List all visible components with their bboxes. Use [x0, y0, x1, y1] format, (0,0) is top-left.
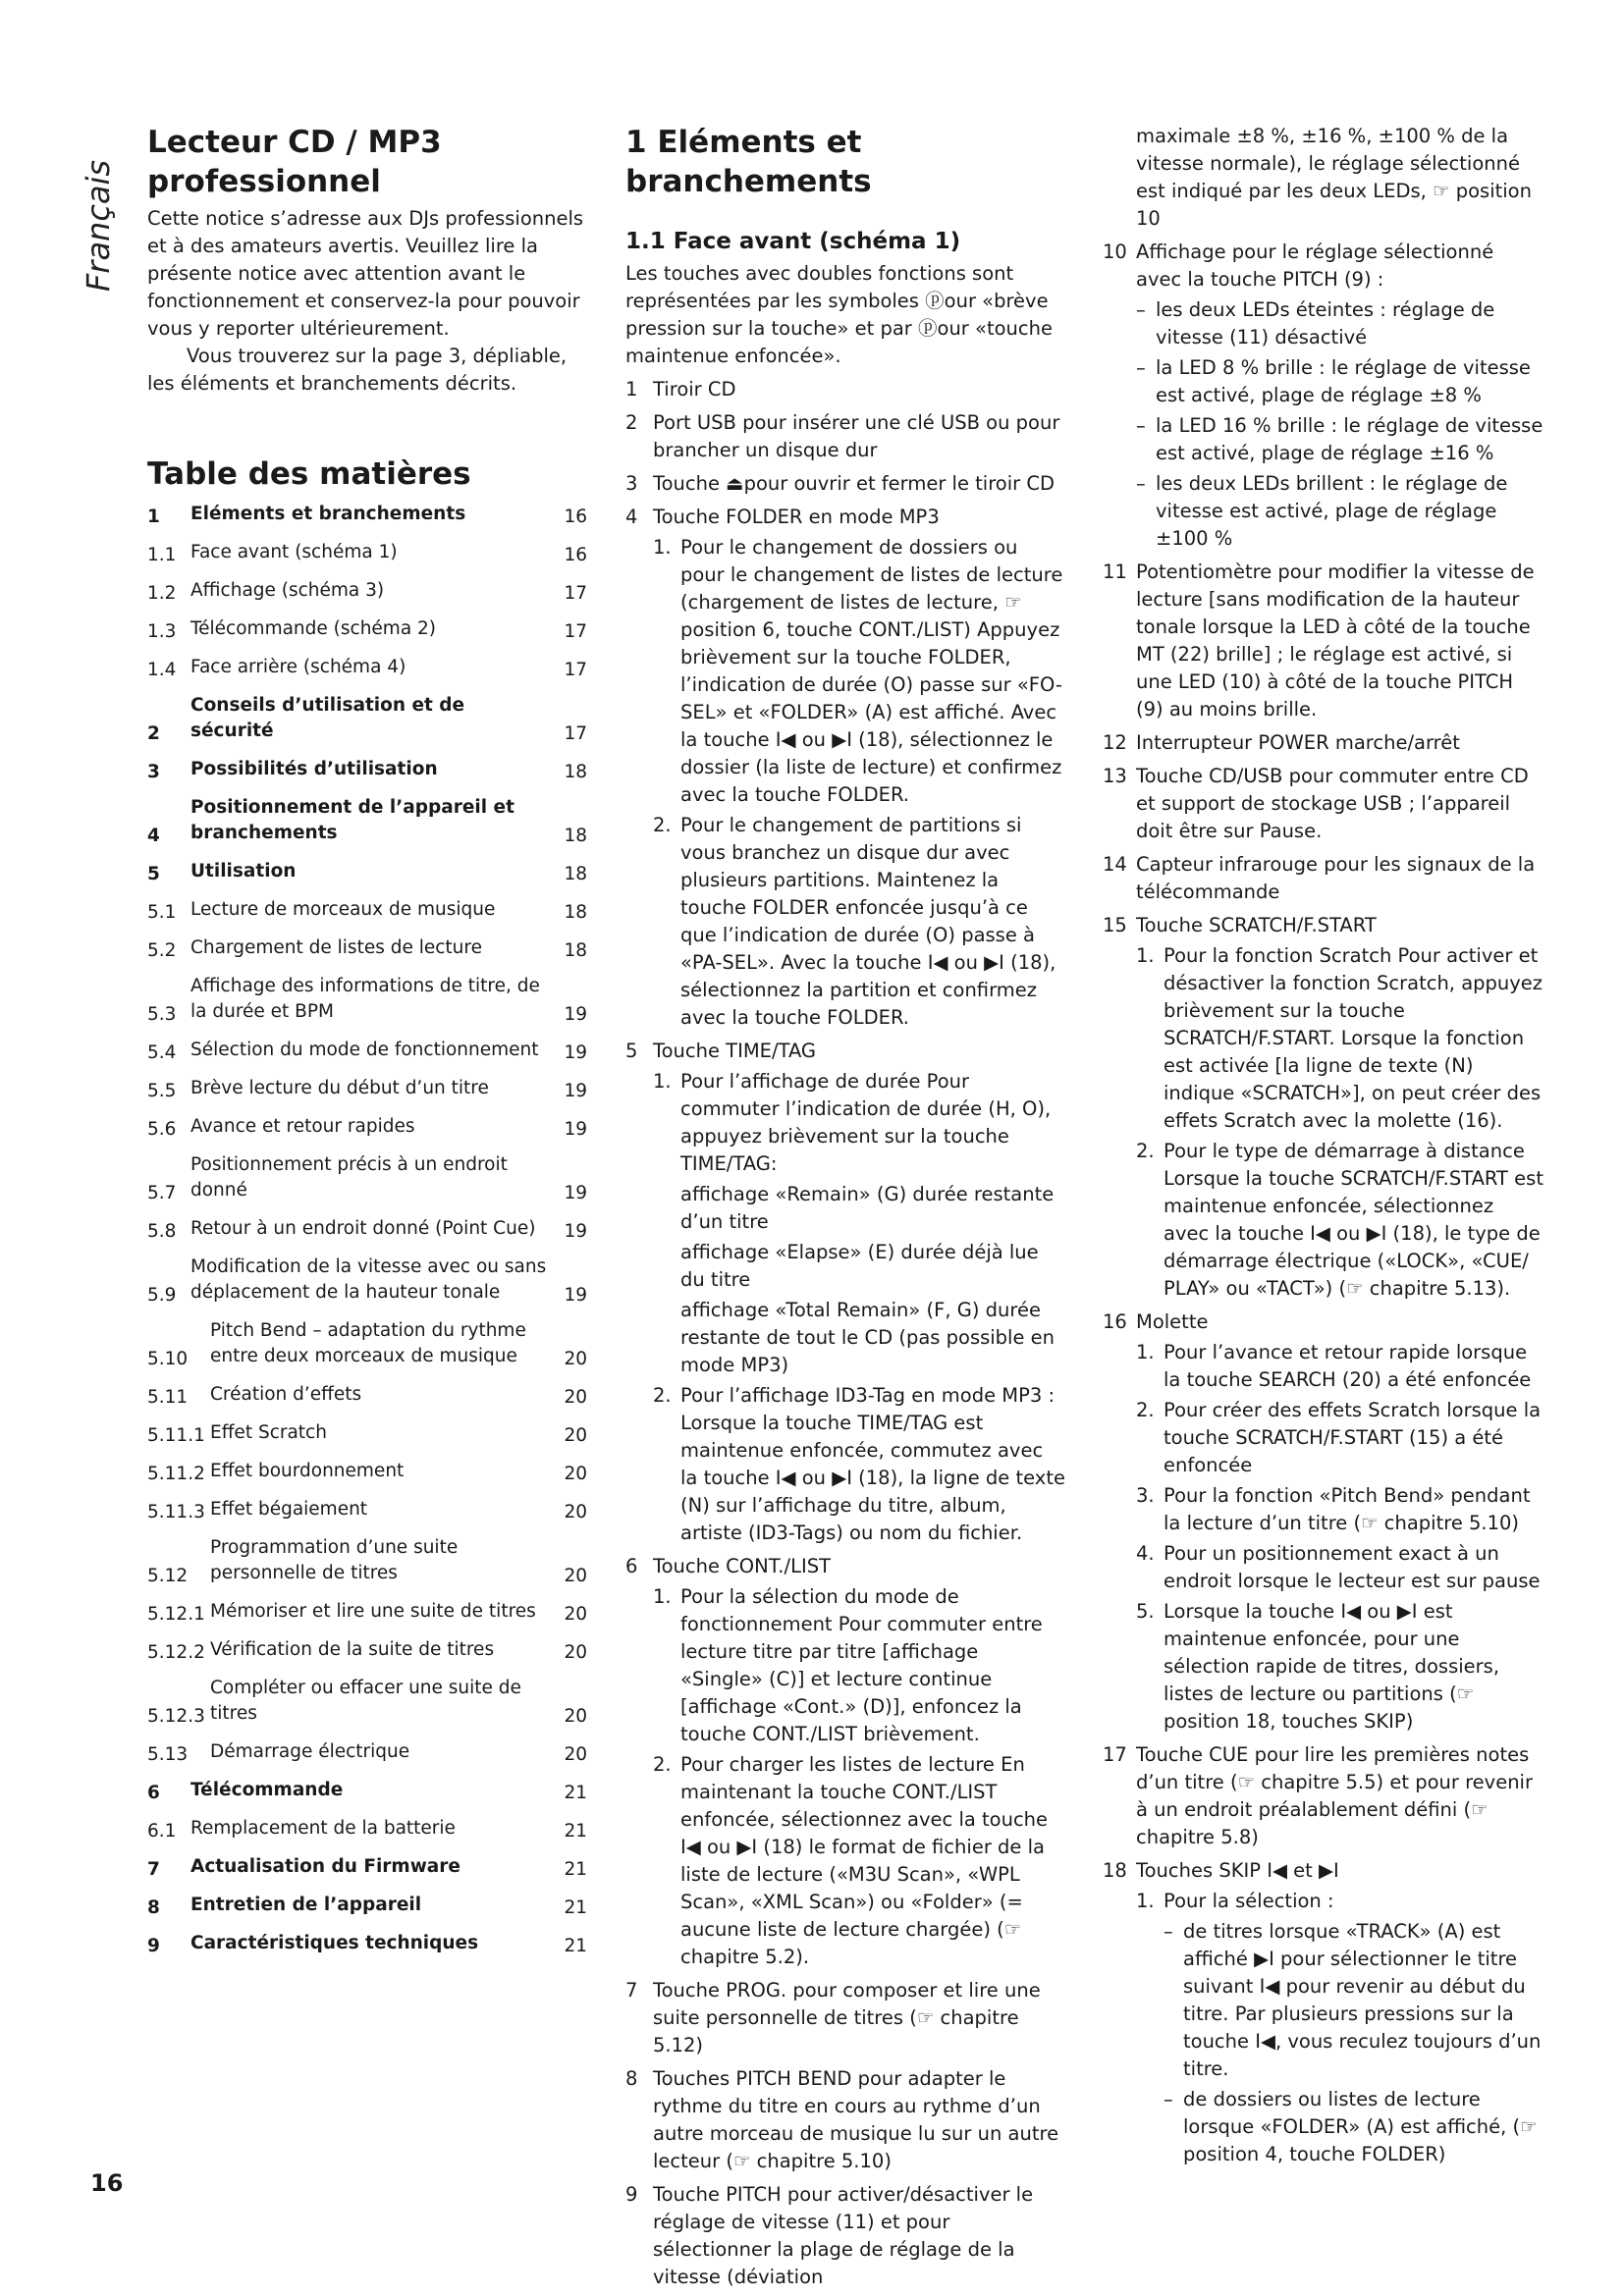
- list-item: 16 Molette 1. Pour l’avance et retour rapide lorsque la touche SEARCH (20) a été enfoncée 2. Pour créer des effets Scratch lorsque la touche SCRATCH/F.START (15) a été enfoncée 3. Pour la fonction «Pitch Bend» pendant la lecture d’un titre (☞ chapitre 5.10) 4. Pour un positionnement exact à un endroit lorsque le lecteur est sur pause 5. Lorsque la touche I◀ ou ▶I est maintenue enfoncée, pour une sélection rapide de titres, dossiers, listes de lecture ou partitions (☞ position 18, touches SKIP): [1103, 1308, 1544, 1735]
- toc-entry: 5.5 Brève lecture du début d’un titre 19: [147, 1078, 587, 1101]
- list-item: 5 Touche TIME/TAG 1. Pour l’affichage de durée Pour commuter l’indication de durée (H, O), appuyez brièvement sur la touche TIME/TAG: affichage «Remain» (G) durée restante d’un titre affichage «Elapse» (E) durée déjà lue du titre affichage «Total Remain» (F, G) durée restante de tout le CD (pas possible en mode MP3) 2. Pour l’affichage ID3-Tag en mode MP3 : Lorsque la touche TIME/TAG est maintenue enfoncée, commutez avec la touche I◀ ou ▶I (18), la ligne de texte (N) sur l’affichage du titre, album, artiste (ID3-Tags) ou nom du fichier.: [625, 1038, 1065, 1547]
- toc-entry: 5.11 Création d’effets 20: [147, 1384, 587, 1408]
- toc-entry: 8 Entretien de l’appareil 21: [147, 1895, 587, 1918]
- toc-list: [147, 502, 587, 1956]
- sub-item: 2. Pour charger les listes de lecture En maintenant la touche CONT./LIST enfoncée, sélectionnez avec la touche I◀ ou ▶I (18) le format de fichier de la liste de lecture («M3U Scan», «WPL Scan», «XML Scan») ou «Folder» (= aucune liste de lecture chargée) (☞ chapitre 5.2).: [653, 1753, 1049, 1968]
- list-item: 1 Tiroir CD: [625, 378, 736, 400]
- toc-entry: 3 Possibilités d’utilisation 18: [147, 759, 587, 782]
- language-tab: Français: [80, 159, 117, 293]
- sub-item: 2. Pour le type de démarrage à distance Lorsque la touche SCRATCH/F.START est maintenue enfoncée, sélectionnez avec la touche I◀ ou ▶I (18), le type de démarrage électrique («LOCK», «CUE/ PLAY» ou «TACT») (☞ chapitre 5.13).: [1136, 1140, 1543, 1300]
- toc-entry: 5.11.2 Effet bourdonnement 20: [147, 1461, 587, 1484]
- list-item: 18 Touches SKIP I◀ et ▶I 1. Pour la sélection : – de titres lorsque «TRACK» (A) est affiché ▶I pour sélectionner le titre suivant I◀ pour revenir au début du titre. Par plusieurs pressions sur la touche I◀, vous reculez toujours d’un titre. – de dossiers ou listes de lecture lorsque «FOLDER» (A) est affiché, (☞ position 4, touche FOLDER): [1103, 1857, 1544, 2168]
- toc-entry: 5.1 Lecture de morceaux de musique 18: [147, 899, 587, 923]
- list-item: 6 Touche CONT./LIST 1. Pour la sélection du mode de fonctionnement Pour commuter entre lecture titre par titre [affichage «Single» (C)] et lecture continue [affichage «Cont.» (D)], enfoncez la touche CONT./LIST brièvement. 2. Pour charger les listes de lecture En maintenant la touche CONT./LIST enfoncée, sélectionnez avec la touche I◀ ou ▶I (18) le format de fichier de la liste de lecture («M3U Scan», «WPL Scan», «XML Scan») ou «Folder» (= aucune liste de lecture chargée) (☞ chapitre 5.2).: [625, 1553, 1065, 1971]
- list-item: 15 Touche SCRATCH/F.START 1. Pour la fonction Scratch Pour activer et désactiver la fonction Scratch, appuyez brièvement sur la touche SCRATCH/F.START. Lorsque la fonction est activée [la ligne de texte (N) indique «SCRATCH»], on peut créer des effets Scratch avec la molette (16). 2. Pour le type de démarrage à distance Lorsque la touche SCRATCH/F.START est maintenue enfoncée, sélectionnez avec la touche I◀ ou ▶I (18), le type de démarrage électrique («LOCK», «CUE/ PLAY» ou «TACT») (☞ chapitre 5.13).: [1103, 912, 1544, 1303]
- toc-entry: 5.9 Modification de la vitesse avec ou sans déplacement de la hauteur tonale 19: [147, 1256, 587, 1306]
- toc-entry: 2 Conseils d’utilisation et de sécurité 17: [147, 695, 587, 744]
- toc-entry: 1.4 Face arrière (schéma 4) 17: [147, 657, 587, 680]
- sub-item: 1. Pour l’avance et retour rapide lorsque la touche SEARCH (20) a été enfoncée: [1136, 1341, 1532, 1391]
- display-mode-remain: affichage «Remain» (G) durée restante d’un titre: [680, 1183, 1055, 1233]
- column-intro-toc: [147, 123, 587, 1969]
- toc-entry: 5.4 Sélection du mode de fonctionnement 19: [147, 1040, 587, 1063]
- toc-entry: 5.12.3 Compléter ou effacer une suite de titres 20: [147, 1678, 587, 1727]
- list-item: 8 Touches PITCH BEND pour adapter le rythme du titre en cours au rythme d’un autre morceau de musique lu sur un autre lecteur (☞ chapitre 5.10): [625, 2067, 1059, 2172]
- list-item: 13 Touche CD/USB pour commuter entre CD et support de stockage USB ; l’appareil doit être sur Pause.: [1103, 765, 1529, 842]
- toc-entry: 5.8 Retour à un endroit donné (Point Cue) 19: [147, 1218, 587, 1242]
- toc-entry: 5.11.3 Effet bégaiement 20: [147, 1499, 587, 1522]
- subsection-heading: 1.1 Face avant (schéma 1): [625, 229, 961, 254]
- sub-item: 1. Pour la sélection du mode de fonctionnement Pour commuter entre lecture titre par titre [affichage «Single» (C)] et lecture continue [affichage «Cont.» (D)], enfoncez la touche CONT./LIST brièvement.: [653, 1585, 1043, 1745]
- section-intro: Les touches avec doubles fonctions sont représentées par les symboles ⓟour «brève pression sur la touche» et par ⓟour «touche maintenue enfoncée».: [625, 262, 1053, 367]
- toc-entry: 1.3 Télécommande (schéma 2) 17: [147, 618, 587, 642]
- list-item: 12 Interrupteur POWER marche/arrêt: [1103, 731, 1460, 754]
- toc-entry: 7 Actualisation du Firmware 21: [147, 1856, 587, 1880]
- toc-entry: 9 Caractéristiques techniques 21: [147, 1933, 587, 1956]
- list-item: 7 Touche PROG. pour composer et lire une suite personnelle de titres (☞ chapitre 5.12): [625, 1979, 1041, 2056]
- page-title: Lecteur CD / MP3 professionnel: [147, 125, 442, 199]
- toc-entry: 5.12.1 Mémoriser et lire une suite de titres 20: [147, 1601, 587, 1625]
- toc-entry: 1.2 Affichage (schéma 3) 17: [147, 580, 587, 604]
- toc-entry: 5.7 Positionnement précis à un endroit donné 19: [147, 1154, 587, 1203]
- toc-heading: Table des matières: [147, 456, 471, 492]
- toc-entry: 4 Positionnement de l’appareil et branchements 18: [147, 797, 587, 846]
- list-item: 17 Touche CUE pour lire les premières notes d’un titre (☞ chapitre 5.5) et pour revenir à un endroit préalablement défini (☞ chapitre 5.8): [1103, 1743, 1533, 1848]
- toc-entry: 6 Télécommande 21: [147, 1780, 587, 1803]
- column-elements: [625, 123, 1065, 2291]
- toc-entry: 5.13 Démarrage électrique 20: [147, 1741, 587, 1765]
- sub-item: 5. Lorsque la touche I◀ ou ▶I est maintenue enfoncée, pour une sélection rapide de titres, dossiers, listes de lecture ou partitions (☞ position 18, touches SKIP): [1136, 1600, 1500, 1733]
- list-item: 10 Affichage pour le réglage sélectionné avec la touche PITCH (9) : – les deux LEDs éteintes : réglage de vitesse (11) désactivé – la LED 8 % brille : le réglage de vitesse est activé, plage de réglage ±8 % – la LED 16 % brille : le réglage de vitesse est activé, plage de réglage ±16 % – les deux LEDs brillent : le réglage de vitesse est activé, plage de réglage ±100 %: [1103, 240, 1543, 550]
- sub-item: 1. Pour la sélection : – de titres lorsque «TRACK» (A) est affiché ▶I pour sélectionner le titre suivant I◀ pour revenir au début du titre. Par plusieurs pressions sur la touche I◀, vous reculez toujours d’un titre. – de dossiers ou listes de lecture lorsque «FOLDER» (A) est affiché, (☞ position 4, touche FOLDER): [1136, 1890, 1542, 2165]
- display-mode-total: affichage «Total Remain» (F, G) durée restante de tout le CD (pas possible en mode MP3): [680, 1299, 1056, 1376]
- sub-item: 3. Pour la fonction «Pitch Bend» pendant la lecture d’un titre (☞ chapitre 5.10): [1136, 1484, 1531, 1534]
- intro-paragraph-2: Vous trouverez sur la page 3, dépliable, les éléments et branchements décrits.: [147, 345, 568, 395]
- sub-item: 2. Pour le changement de partitions si vous branchez un disque dur avec plusieurs partitions. Maintenez la touche FOLDER enfoncée jusqu’à ce que l’indication de durée (O) passe à «PA-SEL». Avec la touche I◀ ou ▶I (18), sélectionnez la partition et confirmez avec la touche FOLDER.: [653, 814, 1056, 1029]
- sub-item: 2. Pour créer des effets Scratch lorsque la touche SCRATCH/F.START (15) a été enfoncée: [1136, 1399, 1542, 1476]
- sub-item: 4. Pour un positionnement exact à un endroit lorsque le lecteur est sur pause: [1136, 1542, 1541, 1592]
- sub-item: 1. Pour l’affichage de durée Pour commuter l’indication de durée (H, O), appuyez brièvement sur la touche TIME/TAG: affichage «Remain» (G) durée restante d’un titre affichage «Elapse» (E) durée déjà lue du titre affichage «Total Remain» (F, G) durée restante de tout le CD (pas possible en mode MP3): [653, 1068, 1065, 1379]
- display-mode-elapse: affichage «Elapse» (E) durée déjà lue du titre: [680, 1241, 1039, 1291]
- column-elements-cont: [1103, 123, 1544, 2168]
- toc-entry: 5.12.2 Vérification de la suite de titres 20: [147, 1639, 587, 1663]
- toc-entry: 1 Eléments et branchements 16: [147, 504, 587, 527]
- sub-item: 2. Pour l’affichage ID3-Tag en mode MP3 : Lorsque la touche TIME/TAG est maintenue enfoncée, commutez avec la touche I◀ ou ▶I (18), la ligne de texte (N) sur l’affichage du titre, album, artiste (ID3-Tags) ou nom du fichier.: [653, 1384, 1065, 1544]
- list-item: 11 Potentiomètre pour modifier la vitesse de lecture [sans modification de la hauteur tonale lorsque la LED à côté de la touche MT (22) brille] ; le réglage est activé, si une LED (10) à côté de la touche PITCH (9) au moins brille.: [1103, 561, 1535, 721]
- list-item: 3 Touche ⏏pour ouvrir et fermer le tiroir CD: [625, 472, 1055, 495]
- list-item: 4 Touche FOLDER en mode MP3 1. Pour le changement de dossiers ou pour le changement de listes de lecture (chargement de listes de lecture, ☞ position 6, touche CONT./LIST) Appuyez brièvement sur la touche FOLDER, l’indication de durée (O) passe sur «FO-SEL» et «FOLDER» (A) est affiché. Avec la touche I◀ ou ▶I (18), sélectionnez le dossier (la liste de lecture) et confirmez avec la touche FOLDER. 2. Pour le changement de partitions si vous branchez un disque dur avec plusieurs partitions. Maintenez la touche FOLDER enfoncée jusqu’à ce que l’indication de durée (O) passe à «PA-SEL». Avec la touche I◀ ou ▶I (18), sélectionnez la partition et confirmez avec la touche FOLDER.: [625, 504, 1065, 1032]
- sub-item: 1. Pour le changement de dossiers ou pour le changement de listes de lecture (chargement de listes de lecture, ☞ position 6, touche CONT./LIST) Appuyez brièvement sur la touche FOLDER, l’indication de durée (O) passe sur «FO-SEL» et «FOLDER» (A) est affiché. Avec la touche I◀ ou ▶I (18), sélectionnez le dossier (la liste de lecture) et confirmez avec la touche FOLDER.: [653, 536, 1063, 806]
- intro-paragraph: Cette notice s’adresse aux DJs professionnels et à des amateurs avertis. Veuillez lire la présente notice avec attention avant le fonctionnement et conservez-la pour pouvoir vous y reporter ultérieurement.: [147, 207, 584, 340]
- section-heading: 1 Eléments et branchements: [625, 125, 872, 199]
- list-item: 9 Touche PITCH pour activer/désactiver le réglage de vitesse (11) et pour sélectionner la plage de réglage de la vitesse (déviation: [625, 2183, 1034, 2288]
- list-item: 14 Capteur infrarouge pour les signaux de la télécommande: [1103, 853, 1536, 903]
- toc-entry: 5.3 Affichage des informations de titre, de la durée et BPM 19: [147, 976, 587, 1025]
- sub-item: 1. Pour la fonction Scratch Pour activer et désactiver la fonction Scratch, appuyez brièvement sur la touche SCRATCH/F.START. Lorsque la fonction est activée [la ligne de texte (N) indique «SCRATCH»], on peut créer des effets Scratch avec la molette (16).: [1136, 944, 1543, 1132]
- toc-entry: 5.11.1 Effet Scratch 20: [147, 1422, 587, 1446]
- toc-entry: 5.2 Chargement de listes de lecture 18: [147, 937, 587, 961]
- continued-text: maximale ±8 %, ±16 %, ±100 % de la vitesse normale), le réglage sélectionné est indiqué par les deux LEDs, ☞ position 10: [1136, 125, 1532, 230]
- toc-entry: 6.1 Remplacement de la batterie 21: [147, 1818, 587, 1842]
- toc-entry: 5 Utilisation 18: [147, 861, 587, 884]
- list-item: 2 Port USB pour insérer une clé USB ou pour brancher un disque dur: [625, 411, 1060, 461]
- toc-entry: 5.10 Pitch Bend – adaptation du rythme entre deux morceaux de musique 20: [147, 1320, 587, 1369]
- toc-entry: 1.1 Face avant (schéma 1) 16: [147, 542, 587, 565]
- toc-entry: 5.6 Avance et retour rapides 19: [147, 1116, 587, 1140]
- toc-entry: 5.12 Programmation d’une suite personnelle de titres 20: [147, 1537, 587, 1586]
- page-number: 16: [90, 2169, 124, 2197]
